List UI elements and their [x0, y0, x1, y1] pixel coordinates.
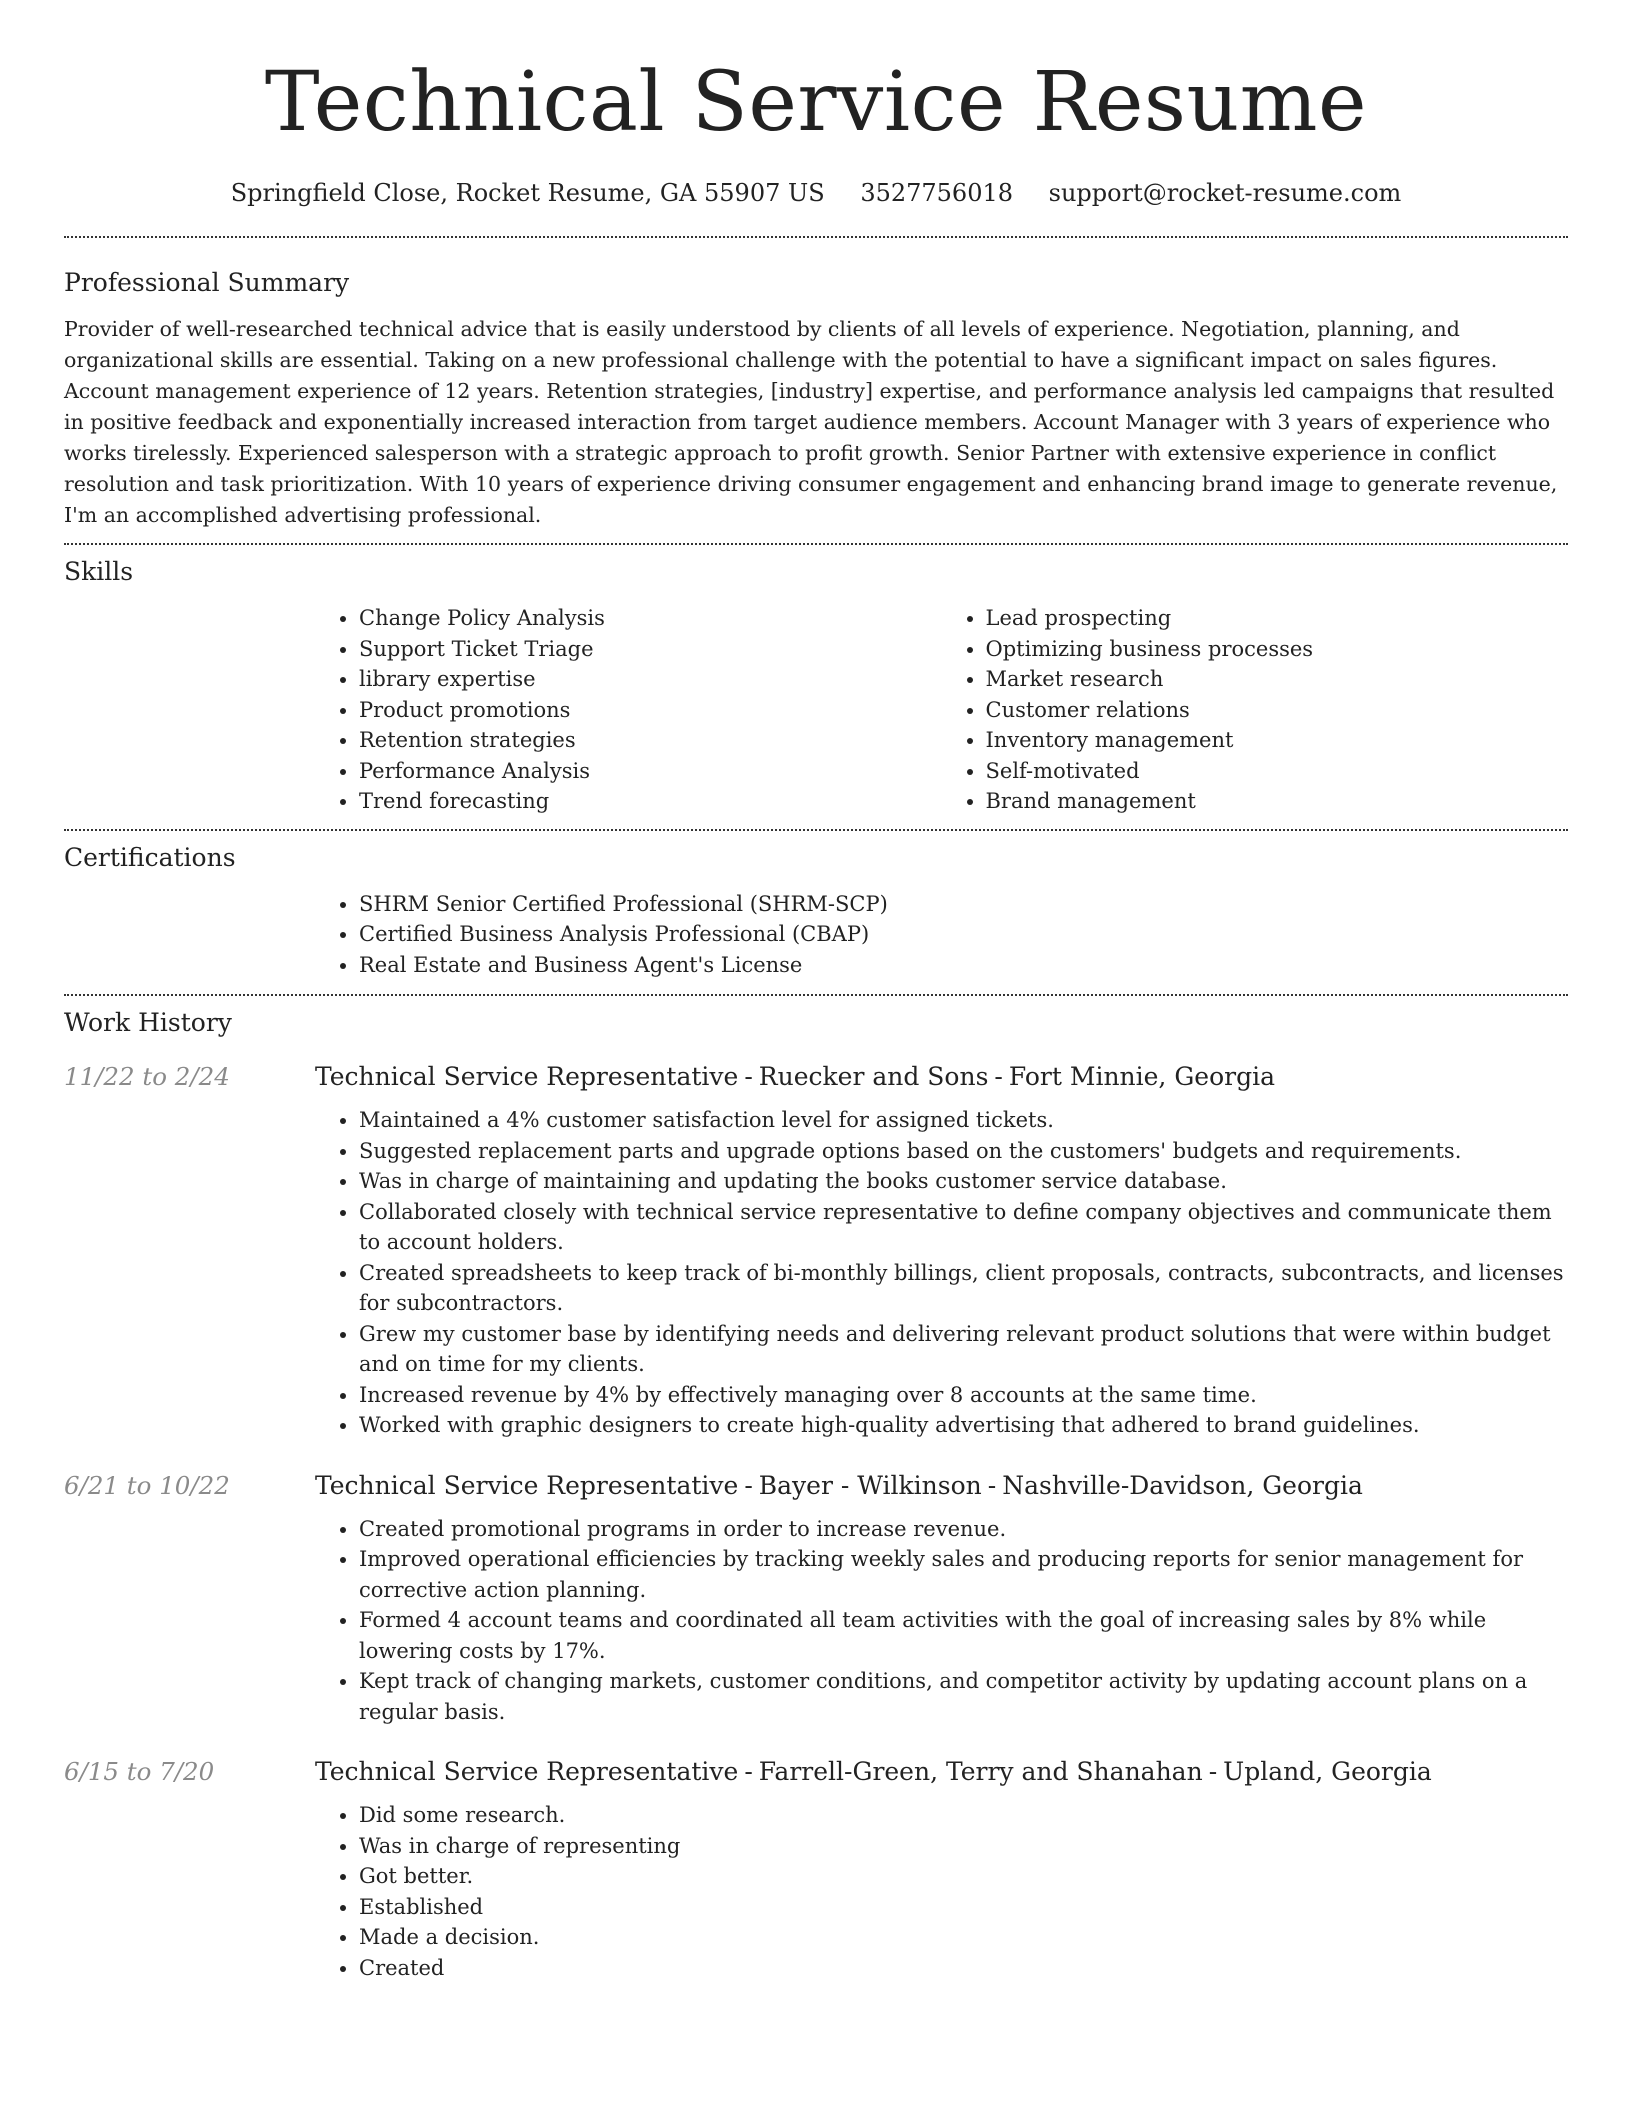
skill-item: • Support Ticket Triage — [359, 634, 942, 665]
job-bullet: • Created — [359, 1953, 1568, 1984]
contact-address: Springfield Close, Rocket Resume, GA 55907 US — [230, 179, 825, 207]
certifications-section — [64, 841, 1568, 981]
job-bullet: • Collaborated closely with technical service representative to define company objectives and communicate them to account holders. — [359, 1197, 1568, 1258]
skill-item: • Retention strategies — [359, 725, 942, 756]
job-bullet: • Was in charge of maintaining and updating the books customer service database. — [359, 1166, 1568, 1197]
job-title: Technical Service Representative — [315, 1470, 739, 1500]
skills-heading: Skills — [64, 557, 134, 586]
job-bullet: • Established — [359, 1892, 1568, 1923]
job-bullet: • Got better. — [359, 1861, 1568, 1892]
summary-text: Provider of well-researched technical advice that is easily understood by clients of all levels of experience. Negotiation, planning, and organizational skills are essential. Taking on a new professional challenge with the potential to have a significant impact on sales figures. Account management experience of 12 years. Retention strategies, [industry] expertise, and performance analysis led campaigns that resulted in positive feedback and exponentially increased interaction from target audience members. Account Manager with 3 years of experience who works tirelessly. Experienced salesperson with a strategic approach to profit growth. Senior Partner with extensive experience in conflict resolution and task prioritization. With 10 years of experience driving consumer engagement and enhancing brand image to generate revenue, I'm an accomplished advertising professional. — [64, 317, 1558, 527]
job-bullets — [315, 1514, 1568, 1728]
job-location: Fort Minnie, Georgia — [1008, 1062, 1276, 1091]
job-bullet: • Worked with graphic designers to create high-quality advertising that adhered to brand guidelines. — [359, 1410, 1568, 1441]
title-separator: - — [994, 1062, 1003, 1091]
job-dates: 6/15 to 7/20 — [64, 1757, 215, 1786]
title-separator: - — [744, 1062, 753, 1091]
skill-item: • Self-motivated — [986, 756, 1569, 787]
job-header — [64, 1757, 1568, 1786]
job-header — [64, 1062, 1568, 1091]
job-bullets — [315, 1800, 1568, 1983]
job-bullet: • Increased revenue by 4% by effectively managing over 8 accounts at the same time. — [359, 1380, 1568, 1411]
job-bullet: • Created promotional programs in order to increase revenue. — [359, 1514, 1568, 1545]
skill-item: • Change Policy Analysis — [359, 603, 942, 634]
job-title-line — [315, 1062, 1275, 1091]
job-bullet: • Grew my customer base by identifying needs and delivering relevant product solutions that were within budget and on time for my clients. — [359, 1319, 1568, 1380]
job-company: Ruecker and Sons — [758, 1062, 989, 1091]
job-bullet: • Improved operational efficiencies by tracking weekly sales and producing reports for senior management for corrective action planning. — [359, 1544, 1568, 1605]
skill-item: • Product promotions — [359, 695, 942, 726]
title-separator: - — [987, 1470, 997, 1500]
skill-item: • Lead prospecting — [986, 603, 1569, 634]
job-bullet: • Formed 4 account teams and coordinated all team activities with the goal of increasing sales by 8% while lowering costs by 17%. — [359, 1605, 1568, 1666]
job-title-line — [315, 1757, 1432, 1786]
contact-email: support@rocket-resume.com — [1048, 179, 1402, 207]
job-title-line — [315, 1471, 1363, 1500]
job-bullet: • Was in charge of representing — [359, 1831, 1568, 1862]
section-divider — [64, 543, 1568, 545]
certifications-heading: Certifications — [64, 842, 236, 872]
job-entry — [64, 1757, 1568, 1983]
contact-phone: 3527756018 — [860, 179, 1014, 207]
job-bullet: • Maintained a 4% customer satisfaction level for assigned tickets. — [359, 1105, 1568, 1136]
job-bullet: • Did some research. — [359, 1800, 1568, 1831]
work-history-heading: Work History — [64, 1008, 232, 1037]
certification-item: • SHRM Senior Certified Professional (SHRM-SCP) — [359, 889, 1568, 920]
title-separator: - — [744, 1757, 753, 1786]
skill-item: • Performance Analysis — [359, 756, 942, 787]
job-bullet: • Suggested replacement parts and upgrade options based on the customers' budgets and requirements. — [359, 1136, 1568, 1167]
work-history-section — [64, 1006, 1568, 1983]
skill-item: • Trend forecasting — [359, 786, 942, 817]
section-divider — [64, 829, 1568, 831]
job-dates: 6/21 to 10/22 — [64, 1470, 230, 1500]
job-entry — [64, 1062, 1568, 1441]
title-separator: - — [744, 1470, 753, 1500]
section-divider — [64, 994, 1568, 996]
certification-item: • Certified Business Analysis Professional (CBAP) — [359, 919, 1568, 950]
job-bullet: • Made a decision. — [359, 1922, 1568, 1953]
section-divider — [64, 236, 1568, 238]
job-dates: 11/22 to 2/24 — [64, 1062, 230, 1091]
resume-title: Technical Service Resume — [264, 55, 1368, 150]
job-header — [64, 1471, 1568, 1500]
skill-item: • Market research — [986, 664, 1569, 695]
skill-item: • Brand management — [986, 786, 1569, 817]
job-location: Upland, Georgia — [1223, 1757, 1432, 1786]
job-bullet: • Kept track of changing markets, customer conditions, and competitor activity by updating account plans on a regular basis. — [359, 1666, 1568, 1727]
job-company: Farrell-Green, Terry and Shanahan — [758, 1757, 1203, 1786]
title-separator: - — [1208, 1757, 1218, 1786]
job-title: Technical Service Representative — [315, 1062, 739, 1091]
skills-columns — [315, 603, 1568, 817]
skill-item: • Customer relations — [986, 695, 1569, 726]
skill-item: • library expertise — [359, 664, 942, 695]
skills-right-list — [942, 603, 1569, 817]
skill-item: • Inventory management — [986, 725, 1569, 756]
job-company: Bayer - Wilkinson — [758, 1470, 982, 1500]
skill-item: • Optimizing business processes — [986, 634, 1569, 665]
job-title: Technical Service Representative — [315, 1757, 739, 1786]
certification-item: • Real Estate and Business Agent's License — [359, 950, 1568, 981]
job-bullets — [315, 1105, 1568, 1441]
certifications-list — [315, 889, 1568, 981]
summary-section — [64, 266, 1568, 531]
job-bullet: • Created spreadsheets to keep track of bi-monthly billings, client proposals, contracts, subcontracts, and licenses for subcontractors. — [359, 1258, 1568, 1319]
summary-heading: Professional Summary — [64, 268, 350, 297]
job-entry — [64, 1471, 1568, 1728]
skills-left-list — [315, 603, 942, 817]
contact-line — [64, 176, 1568, 210]
job-location: Nashville-Davidson, Georgia — [1002, 1470, 1363, 1500]
skills-section — [64, 555, 1568, 817]
